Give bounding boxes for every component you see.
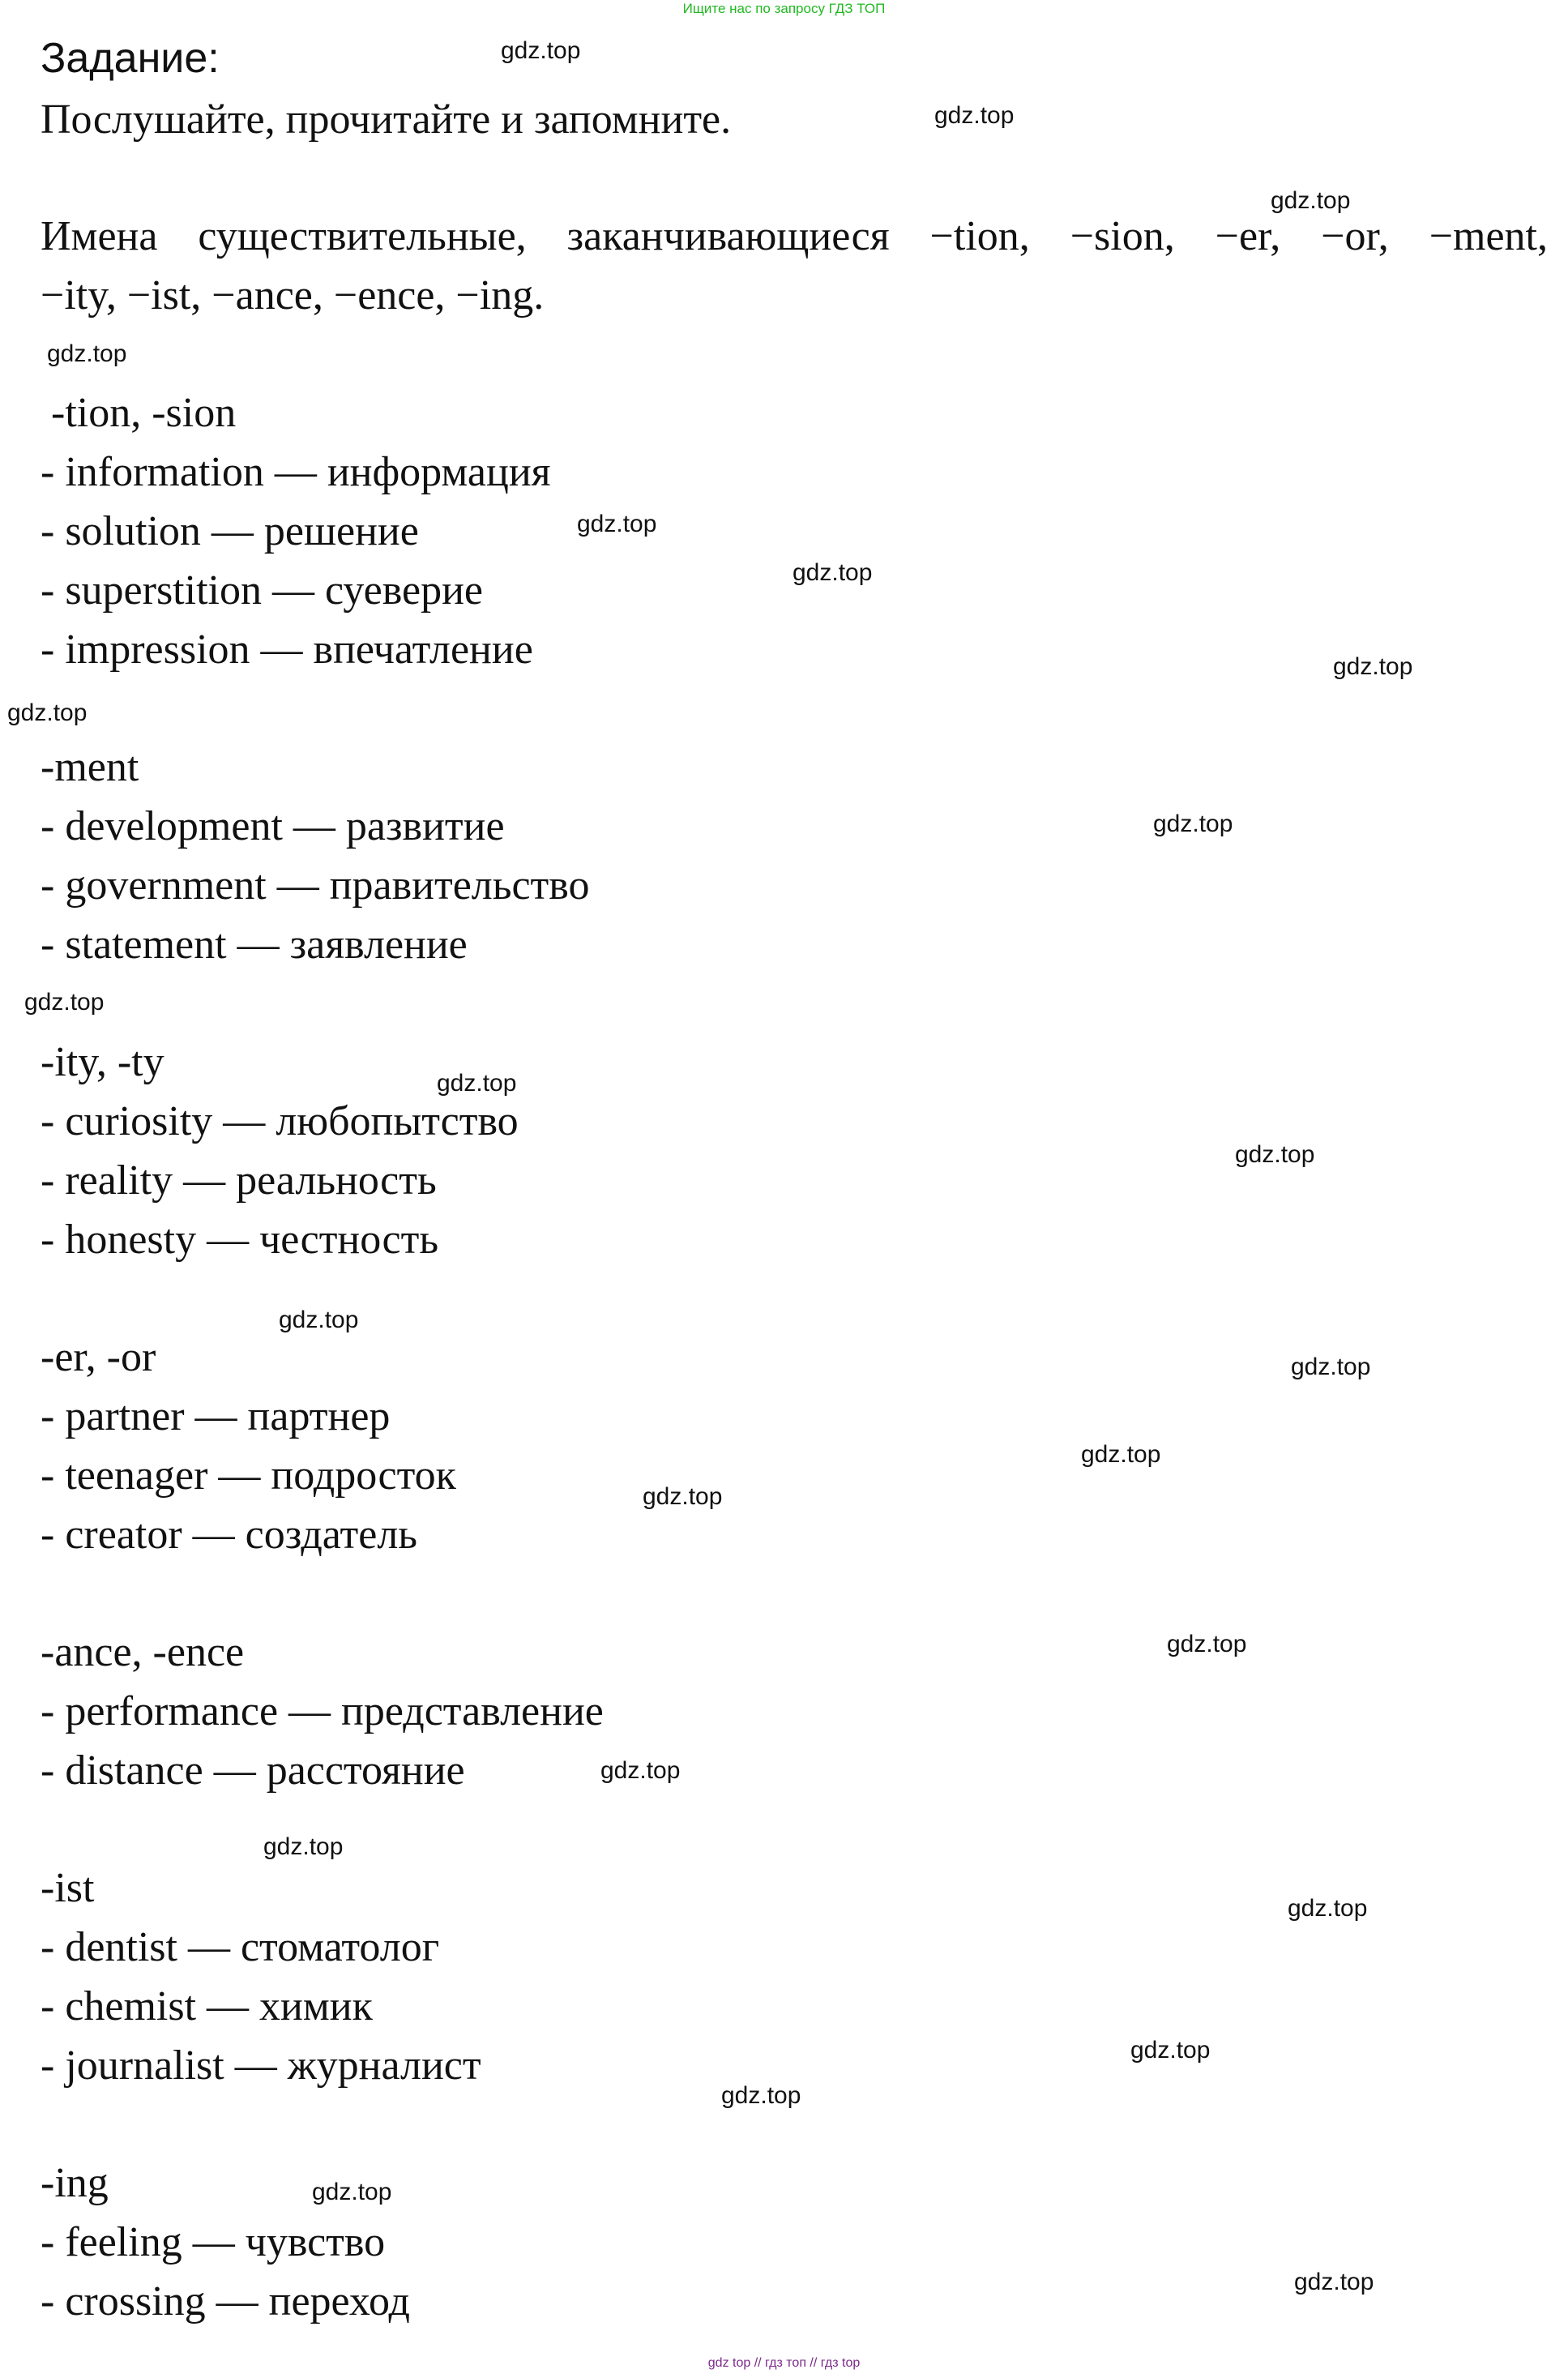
list-item: - distance — расстояние — [41, 1747, 465, 1794]
top-banner: Ищите нас по запросу ГДЗ ТОП — [682, 1, 886, 16]
list-item: - performance — представление — [41, 1688, 604, 1734]
watermark: gdz.top — [934, 102, 1015, 129]
watermark: gdz.top — [24, 989, 105, 1016]
list-item: - curiosity — любопытство — [41, 1098, 519, 1144]
list-item: - teenager — подросток — [41, 1452, 456, 1499]
list-item: - feeling — чувство — [41, 2219, 386, 2265]
watermark: gdz.top — [643, 1483, 723, 1510]
bottom-banner: gdz top // гдз топ // гдз top — [707, 2356, 861, 2370]
intro-line-1: Имена существительные, заканчивающиеся −tion, −sion, −er, −or, −ment, — [41, 213, 1548, 259]
group-heading-ist: -ist — [41, 1865, 95, 1911]
watermark: gdz.top — [1153, 810, 1233, 837]
watermark: gdz.top — [1294, 2269, 1374, 2295]
watermark: gdz.top — [7, 699, 88, 726]
watermark: gdz.top — [263, 1833, 344, 1860]
list-item: - solution — решение — [41, 508, 419, 554]
list-item: - impression — впечатление — [41, 627, 533, 673]
group-heading-ity-ty: -ity, -ty — [41, 1039, 164, 1085]
list-item: - government — правительство — [41, 862, 590, 909]
group-heading-ance-ence: -ance, -ence — [41, 1629, 245, 1675]
group-heading-tion-sion: -tion, -sion — [41, 390, 237, 436]
list-item: - chemist — химик — [41, 1983, 373, 2029]
list-item: - partner — партнер — [41, 1393, 391, 1439]
watermark: gdz.top — [1081, 1441, 1161, 1468]
watermark: gdz.top — [600, 1757, 681, 1784]
watermark: gdz.top — [312, 2179, 392, 2205]
watermark: gdz.top — [721, 2082, 801, 2109]
group-heading-ing: -ing — [41, 2160, 109, 2206]
list-item: - honesty — честность — [41, 1217, 439, 1263]
list-item: - dentist — стоматолог — [41, 1924, 440, 1970]
task-label: Задание: — [41, 35, 220, 82]
watermark: gdz.top — [577, 511, 657, 537]
watermark: gdz.top — [437, 1070, 517, 1097]
watermark: gdz.top — [1271, 187, 1351, 214]
watermark: gdz.top — [1167, 1631, 1247, 1657]
group-heading-er-or: -er, -or — [41, 1334, 156, 1380]
watermark: gdz.top — [501, 37, 581, 64]
watermark: gdz.top — [1333, 653, 1413, 680]
list-item: - development — развитие — [41, 803, 505, 849]
task-instruction: Послушайте, прочитайте и запомните. — [41, 96, 732, 143]
watermark: gdz.top — [1130, 2037, 1211, 2064]
watermark: gdz.top — [1291, 1354, 1371, 1380]
watermark: gdz.top — [1288, 1895, 1368, 1922]
list-item: - reality — реальность — [41, 1157, 437, 1204]
watermark: gdz.top — [47, 340, 127, 367]
list-item: - statement — заявление — [41, 922, 468, 968]
watermark: gdz.top — [279, 1307, 359, 1333]
list-item: - journalist — журналист — [41, 2042, 481, 2089]
watermark: gdz.top — [793, 559, 873, 586]
list-item: - information — информация — [41, 449, 551, 495]
watermark: gdz.top — [1235, 1141, 1315, 1168]
list-item: - creator — создатель — [41, 1512, 417, 1558]
intro-line-2: −ity, −ist, −ance, −ence, −ing. — [41, 272, 545, 319]
group-heading-ment: -ment — [41, 744, 139, 790]
list-item: - crossing — переход — [41, 2278, 410, 2325]
list-item: - superstition — суеверие — [41, 567, 483, 614]
